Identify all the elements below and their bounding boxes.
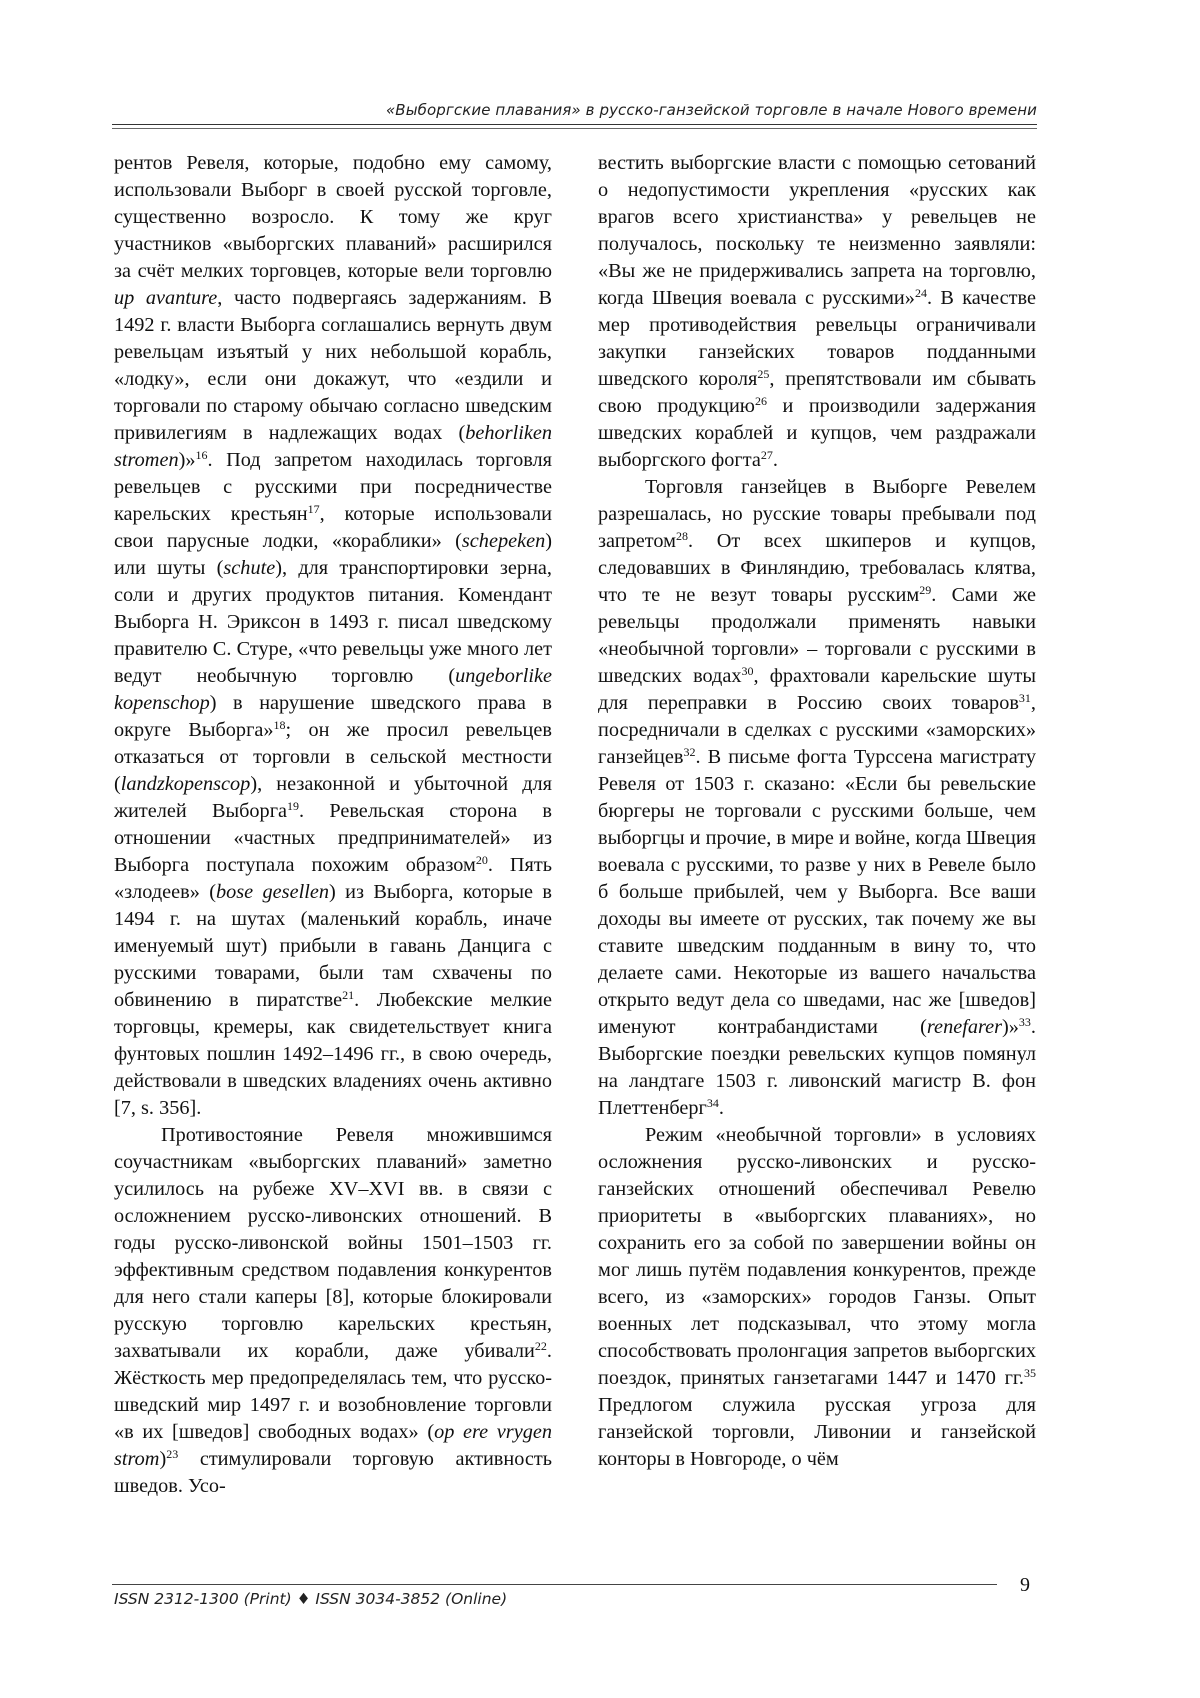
footnote-ref[interactable]: 18 bbox=[273, 718, 286, 732]
footer-rule bbox=[112, 1584, 997, 1585]
footnote-ref[interactable]: 32 bbox=[683, 745, 696, 759]
paragraph: Противостояние Ревеля множившимся соучастникам «выборгских плаваний» заметно усилилось на рубеже XV–XVI вв. в связи с осложнением русско-ливонских отношений. В годы русско-ливонской войны 1501–1503 гг. эффективным средством подавления конкурентов для него стали каперы [8], которые блокировали русскую торговлю карельских крестьян, захватывали их корабли, даже убивали$^{22}$. Жёсткость мер предопределялась тем, что русско-шведский мир 1497 г. и возобновление торговли «в их [шведов] свободных водах» (op ere vrygen strom)$^{23}$ стимулировали торговую активность шведов. Усо- bbox=[114, 1124, 552, 1497]
paragraph: рентов Ревеля, которые, подобно ему самому, использовали Выборг в своей русской торговле, существенно возросло. К тому же круг участников «выборгских плаваний» расширился за счёт мелких торговцев, которые вели торговлю up avanture, часто подвергаясь задержаниям. В 1492 г. власти Выборга соглашались вернуть двум ревельцам изъятый у них небольшой корабль, «лодку», если они докажут, что «ездили и торговали по старому обычаю согласно шведским привилегиям в надлежащих водах (behorliken stromen)»$^{16}$. Под запретом находилась торговля ревельцев с русскими при посредничестве карельских крестьян$^{17}$, которые использовали свои парусные лодки, «кораблики» (schepeken) или шуты (schute), для транспортировки зерна, соли и других продуктов питания. Комендант Выборга Н. Эриксон в 1493 г. писал шведскому правителю С. Стуре, «что ревельцы уже много лет ведут необычную торговлю (ungeborlike kopenschop) в нарушение шведского права в округе Выборга»$^{18}$; он же просил ревельцев отказаться от торговли в сельской местности (landzkopenscop), незаконной и убыточной для жителей Выборга$^{19}$. Ревельская сторона в отношении «частных предпринимателей» из Выборга поступала похожим образом$^{20}$. Пять «злодеев» (bose gesellen) из Выборга, которые в 1494 г. на шутах (маленький корабль, иначе именуемый шут) прибыли в гавань Данцига с русскими товарами, были там схвачены по обвинению в пиратстве$^{21}$. Любекские мелкие торговцы, кремеры, как свидетельствует книга фунтовых пошлин 1492–1496 гг., в свою очередь, действовали в шведских владениях очень активно [7, s. 356]. bbox=[114, 152, 552, 1119]
footnote-ref[interactable]: 20 bbox=[475, 853, 488, 867]
paragraph: Режим «необычной торговли» в условиях осложнения русско-ливонских и русско-ганзейских отношений обеспечивал Ревелю приоритеты в «выборгских плаваниях», но сохранить его за собой по завершении войны он мог лишь путём подавления конкурентов, прежде всего, из «заморских» городов Ганзы. Опыт военных лет подсказывал, что этому могла способствовать пролонгация запретов выборгских поездок, принятых ганзетагами 1447 и 1470 гг.$^{35}$ Предлогом служила русская угроза для ганзейской торговли, Ливонии и ганзейской конторы в Новгороде, о чём bbox=[598, 1124, 1036, 1470]
footnote-ref[interactable]: 28 bbox=[675, 529, 688, 543]
footnote-ref[interactable]: 26 bbox=[754, 394, 767, 408]
footnote-ref[interactable]: 30 bbox=[741, 664, 754, 678]
header-rule-thin bbox=[112, 128, 1037, 129]
footnote-ref[interactable]: 19 bbox=[287, 799, 300, 813]
footnote-ref[interactable]: 31 bbox=[1018, 691, 1031, 705]
paragraph: вестить выборгские власти с помощью сетований о недопустимости укрепления «русских как врагов всего христианства» у ревельцев не получалось, поскольку те неизменно заявляли: «Вы же не придерживались запрета на торговлю, когда Швеция воевала с русскими»$^{24}$. В качестве мер противодействия ревельцы ограничивали закупки ганзейских товаров подданными шведского короля$^{25}$, препятствовали им сбывать свою продукцию$^{26}$ и производили задержания шведских кораблей и купцов, чем раздражали выборгского фогта$^{27}$. bbox=[598, 152, 1036, 471]
footnote-ref[interactable]: 35 bbox=[1024, 1366, 1036, 1380]
footnote-ref[interactable]: 29 bbox=[919, 583, 932, 597]
footnote-ref[interactable]: 25 bbox=[757, 367, 770, 381]
footnote-ref[interactable]: 17 bbox=[307, 502, 320, 516]
footnote-ref[interactable]: 21 bbox=[342, 988, 355, 1002]
footnote-ref[interactable]: 16 bbox=[195, 448, 208, 462]
footnote-ref[interactable]: 33 bbox=[1018, 1015, 1031, 1029]
footnote-ref[interactable]: 24 bbox=[914, 286, 927, 300]
footnote-ref[interactable]: 27 bbox=[760, 448, 773, 462]
page-number: 9 bbox=[1020, 1574, 1030, 1596]
footnote-ref[interactable]: 22 bbox=[534, 1339, 547, 1353]
footnote-ref[interactable]: 34 bbox=[706, 1096, 719, 1110]
running-title: «Выборгские плавания» в русско-ганзейской торговле в начале Нового времени bbox=[385, 101, 1037, 119]
right-column bbox=[598, 150, 1036, 1473]
header-rule bbox=[112, 124, 1037, 125]
footer-issn: ISSN 2312-1300 (Print) ♦ ISSN 3034-3852 (Online) bbox=[114, 1590, 508, 1608]
paragraph: Торговля ганзейцев в Выборге Ревелем разрешалась, но русские товары пребывали под запретом$^{28}$. От всех шкиперов и купцов, следовавших в Финляндию, требовалась клятва, что те не везут товары русским$^{29}$. Сами же ревельцы продолжали применять навыки «необычной торговли» – торговали с русскими в шведских водах$^{30}$, фрахтовали карельские шуты для переправки в Россию своих товаров$^{31}$, посредничали в сделках с русскими «заморских» ганзейцев$^{32}$. В письме фогта Турссена магистрату Ревеля от 1503 г. сказано: «Если бы ревельские бюргеры не торговали с русскими больше, чем выборгцы и прочие, в мире и войне, когда Швеция воевала с русскими, то разве у них в Ревеле было б больше прибылей, чем у Выборга. Все ваши доходы вы имеете от русских, так почему же вы ставите шведским подданным в вину то, что делаете сами. Некоторые из вашего начальства открыто ведут дела со шведами, нас же [шведов] именуют контрабандистами (renefarer)»$^{33}$. Выборгские поездки ревельских купцов помянул на ландтаге 1503 г. ливонский магистр В. фон Плеттенберг$^{34}$. bbox=[598, 476, 1036, 1119]
footnote-ref[interactable]: 23 bbox=[166, 1447, 179, 1461]
left-column bbox=[114, 150, 552, 1500]
